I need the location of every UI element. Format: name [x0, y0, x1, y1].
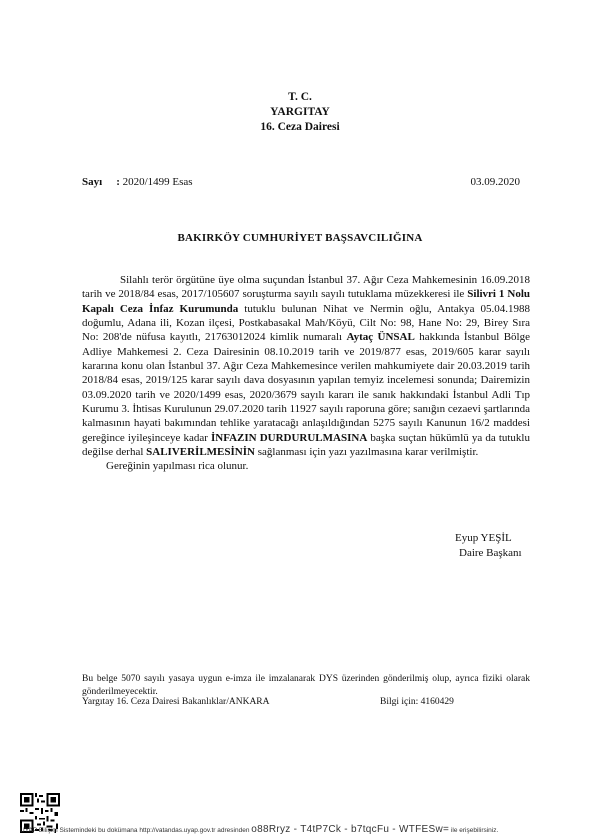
defendant-name: Aytaç ÜNSAL [346, 331, 415, 344]
footer-info [380, 697, 454, 707]
footer-info-number: 4160429 [420, 697, 454, 707]
reference-row [82, 176, 520, 188]
body-text-segment: tutuklu bulunan Nihat ve Nermin oğlu, Antakya 05.04.1988 doğumlu, Adana ili, Kozan ilçesi, Postkabasakal Mah/Köyü, Cilt No: 98, Hane No: 29, Birey Sıra No: 208'de nüfusa kayıtlı, 21763012024 kimlik numaralı [82, 302, 530, 344]
document-body [82, 273, 530, 474]
document-header [0, 90, 600, 135]
body-paragraph-main [82, 273, 530, 459]
body-text-segment: sağlanması için yazı yazılmasına karar verilmiştir. [254, 446, 479, 459]
e-signature-notice: Bu belge 5070 sayılı yasaya uygun e-imza ile imzalanarak DYS üzerinden gönderilmiş olup, ayrıca fiziki olarak gönderilmeyecektir. [82, 674, 530, 697]
recipient-title: BAKIRKÖY CUMHURİYET BAŞSAVCILIĞINA [177, 232, 423, 244]
footer-info-label: Bilgi için: [380, 697, 419, 707]
body-text-segment: hakkında İstanbul Bölge Adliye Mahkemesi 2. Ceza Dairesinin 08.10.2019 tarih ve 2019/877 esas, 2019/605 karar sayılı kararına konu olan İstanbul 37. Ağır Ceza Mahkemesince verilen mahkumiyete dair 20.03.2019 tarih 2018/84 esas, 2019/125 karar sayılı dava dosyasının yapılan temyiz incelemesi sonunda; Dairemizin 03.09.2020 tarih ve 2020/1499 esas, 2020/3679 sayılı kararı ile sanık hakkındaki İstanbul Adli Tıp Kurumu 3. İhtisas Kurulunun 29.07.2020 tarih 11927 sayılı raporuna göre; sanığın cezaevi şartlarında kalmasının hayati bakımından tehlike yaratacağı anlaşıldığından 5275 sayılı Kanunun 16/2 maddesi gereğince iyileşinceye kadar [82, 331, 530, 444]
document-date: 03.09.2020 [470, 176, 520, 188]
decision-stay-of-execution: İNFAZIN DURDURULMASINA [210, 431, 368, 444]
verification-prefix: UYAP Bilişim Sistemindeki bu dokümana http://vatandas.uyap.gov.tr adresinden [20, 827, 250, 834]
header-chamber: 16. Ceza Dairesi [260, 121, 340, 133]
verification-code: o88Rryz - T4tP7Ck - b7tqcFu - WTFESw= [251, 824, 450, 835]
body-text-segment: Silahlı terör örgütüne üye olma suçundan İstanbul 37. Ağır Ceza Mahkemesinin 16.09.2018 tarih ve 2018/84 esas, 2017/105607 soruşturma sayılı sayılı tutuklama müzekkeresi ile [82, 274, 530, 301]
signature-block [455, 531, 522, 561]
reference-number: 2020/1499 Esas [122, 176, 193, 188]
footer-office: Yargıtay 16. Ceza Dairesi Bakanlıklar/ANKARA [82, 697, 270, 707]
signatory-title: Daire Başkanı [459, 547, 522, 559]
header-country: T. C. [288, 91, 312, 103]
body-paragraph-closing: Gereğinin yapılması rica olunur. [106, 460, 249, 473]
body-text-segment: başka suçtan hükümlü ya da tutuklu değilse derhal [82, 431, 530, 459]
prison-name: Silivri 1 Nolu Kapalı Ceza İnfaz Kurumunda [82, 288, 531, 315]
verification-footer [20, 824, 600, 835]
decision-release: SALIVERİLMESİNİN [146, 446, 255, 459]
signatory-name: Eyup YEŞİL [455, 532, 512, 544]
verification-suffix: ile erişebilirsiniz. [450, 827, 499, 834]
footer-line [82, 697, 530, 707]
reference-colon: : [116, 176, 120, 188]
reference-label: Sayı [82, 176, 103, 188]
header-court: YARGITAY [270, 106, 330, 118]
